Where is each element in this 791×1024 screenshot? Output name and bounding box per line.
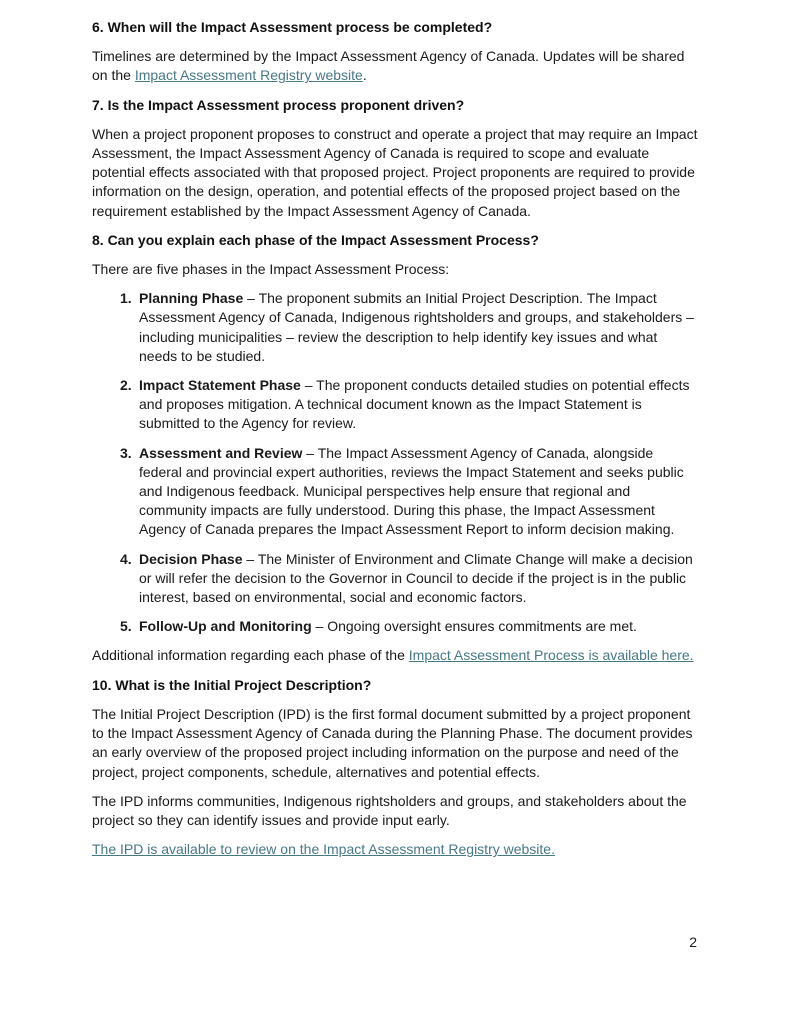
phase-list-item-assessment-review	[92, 444, 698, 540]
question-8-heading: 8. Can you explain each phase of the Impact Assessment Process?	[92, 231, 539, 248]
document-content	[92, 18, 698, 869]
answer-text: Timelines are determined by the Impact Assessment Agency of Canada. Updates will be shared on the	[92, 48, 685, 84]
answer-text-end: .	[362, 67, 367, 84]
impact-assessment-registry-website-link[interactable]: Impact Assessment Registry website	[134, 67, 363, 84]
ipd-registry-website-link[interactable]: The IPD is available to review on the Impact Assessment Registry website.	[92, 841, 555, 858]
phase-text: – The Minister of Environment and Climate Change will make a decision or will refer the decision to the Governor in Council to decide if the project is in the public interest, based on environmental, social and economic factors.	[139, 550, 693, 606]
question-8-intro: There are five phases in the Impact Assessment Process:	[92, 261, 450, 278]
phase-list-item-follow-up	[92, 617, 698, 636]
question-6-answer	[92, 47, 698, 85]
phase-text: – Ongoing oversight ensures commitments are met.	[311, 618, 637, 635]
page-number: 2	[689, 934, 697, 950]
phase-text: – The Impact Assessment Agency of Canada, alongside federal and provincial expert authorities, reviews the Impact Statement and seeks public and Indigenous feedback. Municipal perspectives help ensure that regional and community impacts are fully understood. During this phase, the Impact Assessment Agency of Canada prepares the Impact Assessment Report to inform decision making.	[139, 444, 684, 538]
question-7-answer: When a project proponent proposes to construct and operate a project that may require an Impact Assessment, the Impact Assessment Agency of Canada is required to scope and evaluate potential effects associated with that proposed project. Project proponents are required to provide information on the design, operation, and potential effects of the proposed project based on the requirement established by the Impact Assessment Agency of Canada.	[92, 125, 698, 219]
question-7-heading: 7. Is the Impact Assessment process proponent driven?	[92, 96, 465, 113]
question-10-paragraph-1: The Initial Project Description (IPD) is the first formal document submitted by a project proponent to the Impact Assessment Agency of Canada during the Planning Phase. The document provides an early overview of the proposed project including information on the purpose and need of the project, project components, schedule, alternatives and potential effects.	[92, 705, 693, 780]
additional-info-text: Additional information regarding each phase of the	[92, 647, 409, 664]
phase-list	[92, 289, 698, 636]
phase-list-item-decision	[92, 550, 698, 608]
phase-title: Follow-Up and Monitoring	[139, 618, 312, 635]
ipd-link-paragraph	[92, 840, 698, 859]
additional-info-paragraph	[92, 646, 698, 665]
phase-text: – The proponent submits an Initial Project Description. The Impact Assessment Agency of Canada, Indigenous rightsholders and groups, and stakeholders – including municipalities – review the description to help identify key issues and what needs to be studied.	[139, 290, 694, 364]
list-number: 2.	[120, 377, 132, 394]
phase-title: Assessment and Review	[139, 444, 303, 461]
list-number: 5.	[120, 618, 132, 635]
list-number: 3.	[120, 444, 132, 461]
phase-text: – The proponent conducts detailed studies on potential effects and proposes mitigation. A technical document known as the Impact Statement is submitted to the Agency for review.	[139, 377, 690, 432]
question-10-paragraph-2: The IPD informs communities, Indigenous rightsholders and groups, and stakeholders about the project so they can identify issues and provide input early.	[92, 792, 687, 828]
list-number: 4.	[120, 550, 132, 567]
phase-list-item-impact-statement	[92, 376, 698, 434]
phase-title: Decision Phase	[139, 550, 243, 567]
phase-title: Impact Statement Phase	[139, 377, 301, 394]
phase-list-item-planning	[92, 289, 698, 366]
impact-assessment-process-link[interactable]: Impact Assessment Process is available here.	[408, 647, 694, 664]
phase-title: Planning Phase	[139, 290, 244, 307]
list-number: 1.	[120, 290, 132, 307]
question-10-heading: 10. What is the Initial Project Description?	[92, 676, 372, 693]
question-6-heading: 6. When will the Impact Assessment process be completed?	[92, 19, 493, 35]
